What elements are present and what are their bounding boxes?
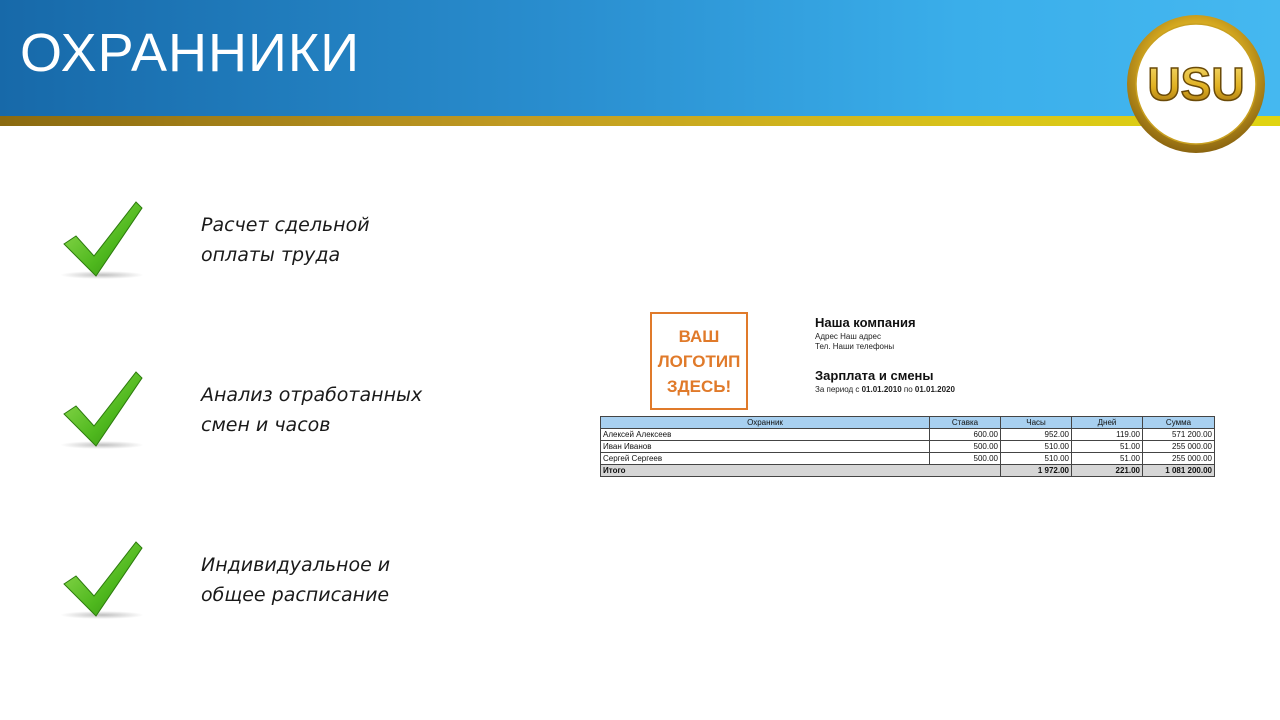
table-row [601,453,1215,465]
period-from: 01.01.2010 [861,385,902,394]
logo-placeholder-line: ЛОГОТИП [657,351,741,371]
cell-rate: 500.00 [930,453,1001,465]
feature-text: Индивидуальное и общее расписание [201,554,391,606]
usu-logo [1126,14,1266,154]
column-header: Дней [1072,417,1143,429]
cell-rate: 500.00 [930,441,1001,453]
report-period [815,385,955,394]
cell-sum: 255 000.00 [1143,441,1215,453]
total-days: 221.00 [1072,465,1143,477]
title-banner [0,0,1280,116]
table-row [601,429,1215,441]
period-prefix: За период с [815,385,860,394]
total-label: Итого [601,465,1001,477]
cell-days: 119.00 [1072,429,1143,441]
column-header: Ставка [930,417,1001,429]
company-address: Адрес Наш адрес [815,332,882,341]
company-phone: Тел. Наши телефоны [815,342,895,351]
cell-hours: 510.00 [1001,453,1072,465]
table-row [601,441,1215,453]
cell-guard: Иван Иванов [601,441,930,453]
column-header: Сумма [1143,417,1215,429]
cell-days: 51.00 [1072,441,1143,453]
company-name: Наша компания [815,315,916,330]
report-title: Зарплата и смены [815,368,934,383]
company-info [815,315,916,352]
cell-rate: 600.00 [930,429,1001,441]
checkmark-icon [56,368,152,452]
cell-guard: Сергей Сергеев [601,453,930,465]
page-title: ОХРАННИКИ [20,23,361,83]
report-preview [600,312,1214,482]
column-header: Охранник [601,417,930,429]
logo-placeholder [650,312,748,410]
cell-hours: 510.00 [1001,441,1072,453]
period-mid: по [903,385,913,394]
column-header: Часы [1001,417,1072,429]
total-sum: 1 081 200.00 [1143,465,1215,477]
logo-placeholder-line: ЗДЕСЬ! [666,376,732,396]
report-table [600,416,1215,477]
feature-text: Расчет сдельной оплаты труда [201,214,370,266]
total-row [601,465,1215,477]
cell-days: 51.00 [1072,453,1143,465]
logo-placeholder-line: ВАШ [678,326,720,346]
checkmark-icon [56,198,152,282]
table-header-row [601,417,1215,429]
cell-sum: 255 000.00 [1143,453,1215,465]
checkmark-icon [56,538,152,622]
feature-text: Анализ отработанных смен и часов [201,384,423,436]
cell-sum: 571 200.00 [1143,429,1215,441]
total-hours: 1 972.00 [1001,465,1072,477]
period-to: 01.01.2020 [914,385,955,394]
gold-divider [0,116,1280,126]
cell-guard: Алексей Алексеев [601,429,930,441]
cell-hours: 952.00 [1001,429,1072,441]
logo-text: USU [1147,58,1245,110]
